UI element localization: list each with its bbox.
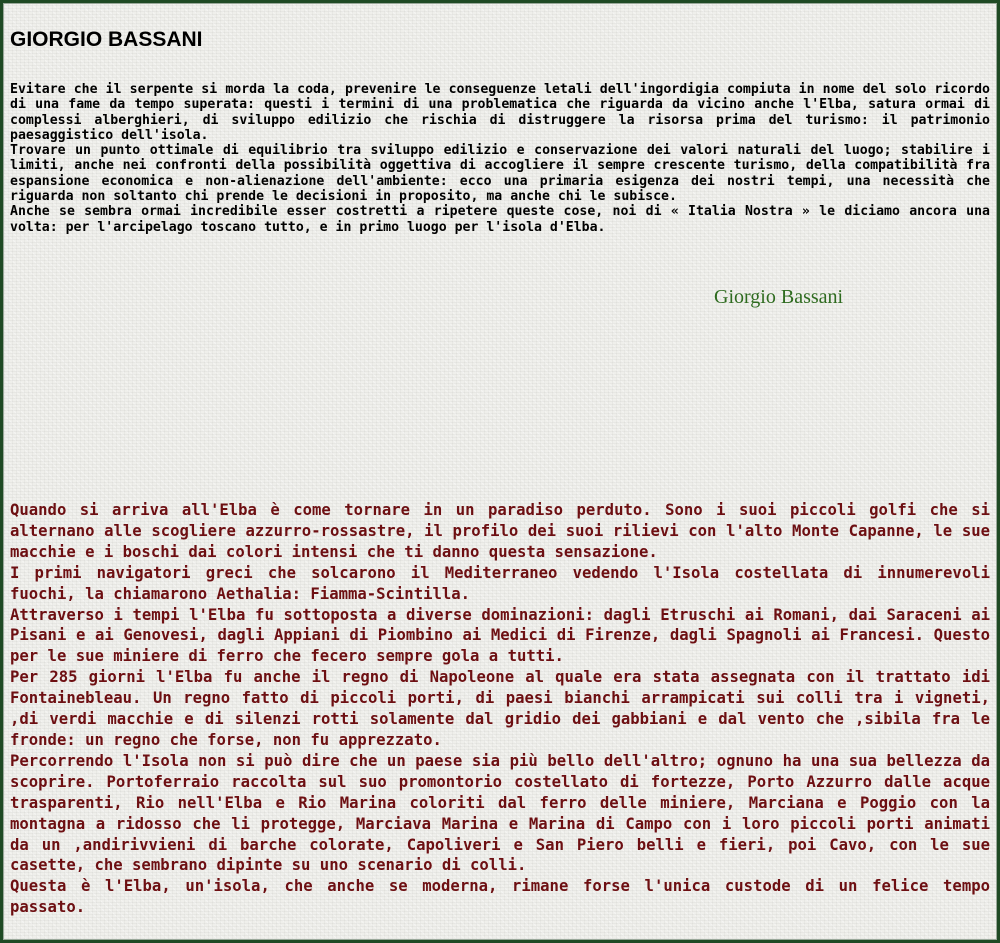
main-paragraph-3: Attraverso i tempi l'Elba fu sottoposta a diverse dominazioni: dagli Etruschi ai Romani, dai Saraceni ai Pisani e ai Genovesi, dagli Appiani di Piombino ai Medici di Firenze, dagli Spagnoli ai Francesi. Questo per le sue miniere di ferro che fecero sempre gola a tutti. (10, 605, 990, 666)
signature: Giorgio Bassani (714, 286, 844, 308)
intro-paragraph-1: Evitare che il serpente si morda la coda, prevenire le conseguenze letali dell'ingordigia compiuta in nome del solo ricordo di una fame da tempo superata: questi i termini di una problematica che riguarda da vicino anche l'Elba, satura ormai di complessi alberghieri, di sviluppo edilizio che rischia di distruggere la risorsa prima del turismo: il patrimonio paesaggistico dell'isola. (10, 82, 990, 143)
main-paragraph-6: Questa è l'Elba, un'isola, che anche se moderna, rimane forse l'unica custode di un felice tempo passato. (10, 877, 990, 917)
page-frame (3, 3, 997, 940)
intro-paragraph-3: Anche se sembra ormai incredibile esser costretti a ripetere queste cose, noi di « Italia Nostra » le diciamo ancora una volta: per l'arcipelago toscano tutto, e in primo luogo per l'isola d'Elba. (10, 204, 990, 235)
main-text-section (10, 500, 990, 918)
page-title: GIORGIO BASSANI (10, 28, 203, 51)
intro-section (10, 82, 990, 235)
main-paragraph-1: Quando si arriva all'Elba è come tornare in un paradiso perduto. Sono i suoi piccoli golfi che si alternano alle scogliere azzurro-rossastre, il profilo dei suoi rilievi con l'alto Monte Capanne, le sue macchie e i boschi dai colori intensi che ti danno questa sensazione. (10, 501, 990, 561)
main-paragraph-2: I primi navigatori greci che solcarono il Mediterraneo vedendo l'Isola costellata di innumerevoli fuochi, la chiamarono Aethalia: Fiamma-Scintilla. (10, 563, 990, 603)
main-paragraph-5: Percorrendo l'Isola non si può dire che un paese sia più bello dell'altro; ognuno ha una sua bellezza da scoprire. Portoferraio raccolta sul suo promontorio costellato di fortezze, Porto Azzurro dalle acque trasparenti, Rio nell'Elba e Rio Marina coloriti dal ferro delle miniere, Marciana e Poggio con la montagna a ridosso che li protegge, Marciava Marina e Marina di Campo con i loro piccoli porti animati da un ,andirivvieni di barche colorate, Capoliveri e San Piero belli e fieri, poi Cavo, con le sue casette, che sembrano dipinte su uno scenario di colli. (10, 751, 990, 875)
main-paragraph-4: Per 285 giorni l'Elba fu anche il regno di Napoleone al quale era stata assegnata con il trattato idi Fontainebleau. Un regno fatto di piccoli porti, di paesi bianchi arrampicati sui colli tra i vigneti, ,di verdi macchie e di silenzi rotti solamente dal gridio dei gabbiani e dal vento che ,sibila fra le fronde: un regno che forse, non fu apprezzato. (10, 668, 990, 749)
intro-paragraph-2: Trovare un punto ottimale di equilibrio tra sviluppo edilizio e conservazione dei valori naturali del luogo; stabilire i limiti, anche nei confronti della possibilità oggettiva di accogliere il sempre crescente turismo, della compatibilità fra espansione economica e non-alienazione dell'ambiente: ecco una primaria esigenza dei nostri tempi, una necessità che riguarda non soltanto chi prende le decisioni in proposito, ma anche chi le subisce. (10, 143, 990, 205)
